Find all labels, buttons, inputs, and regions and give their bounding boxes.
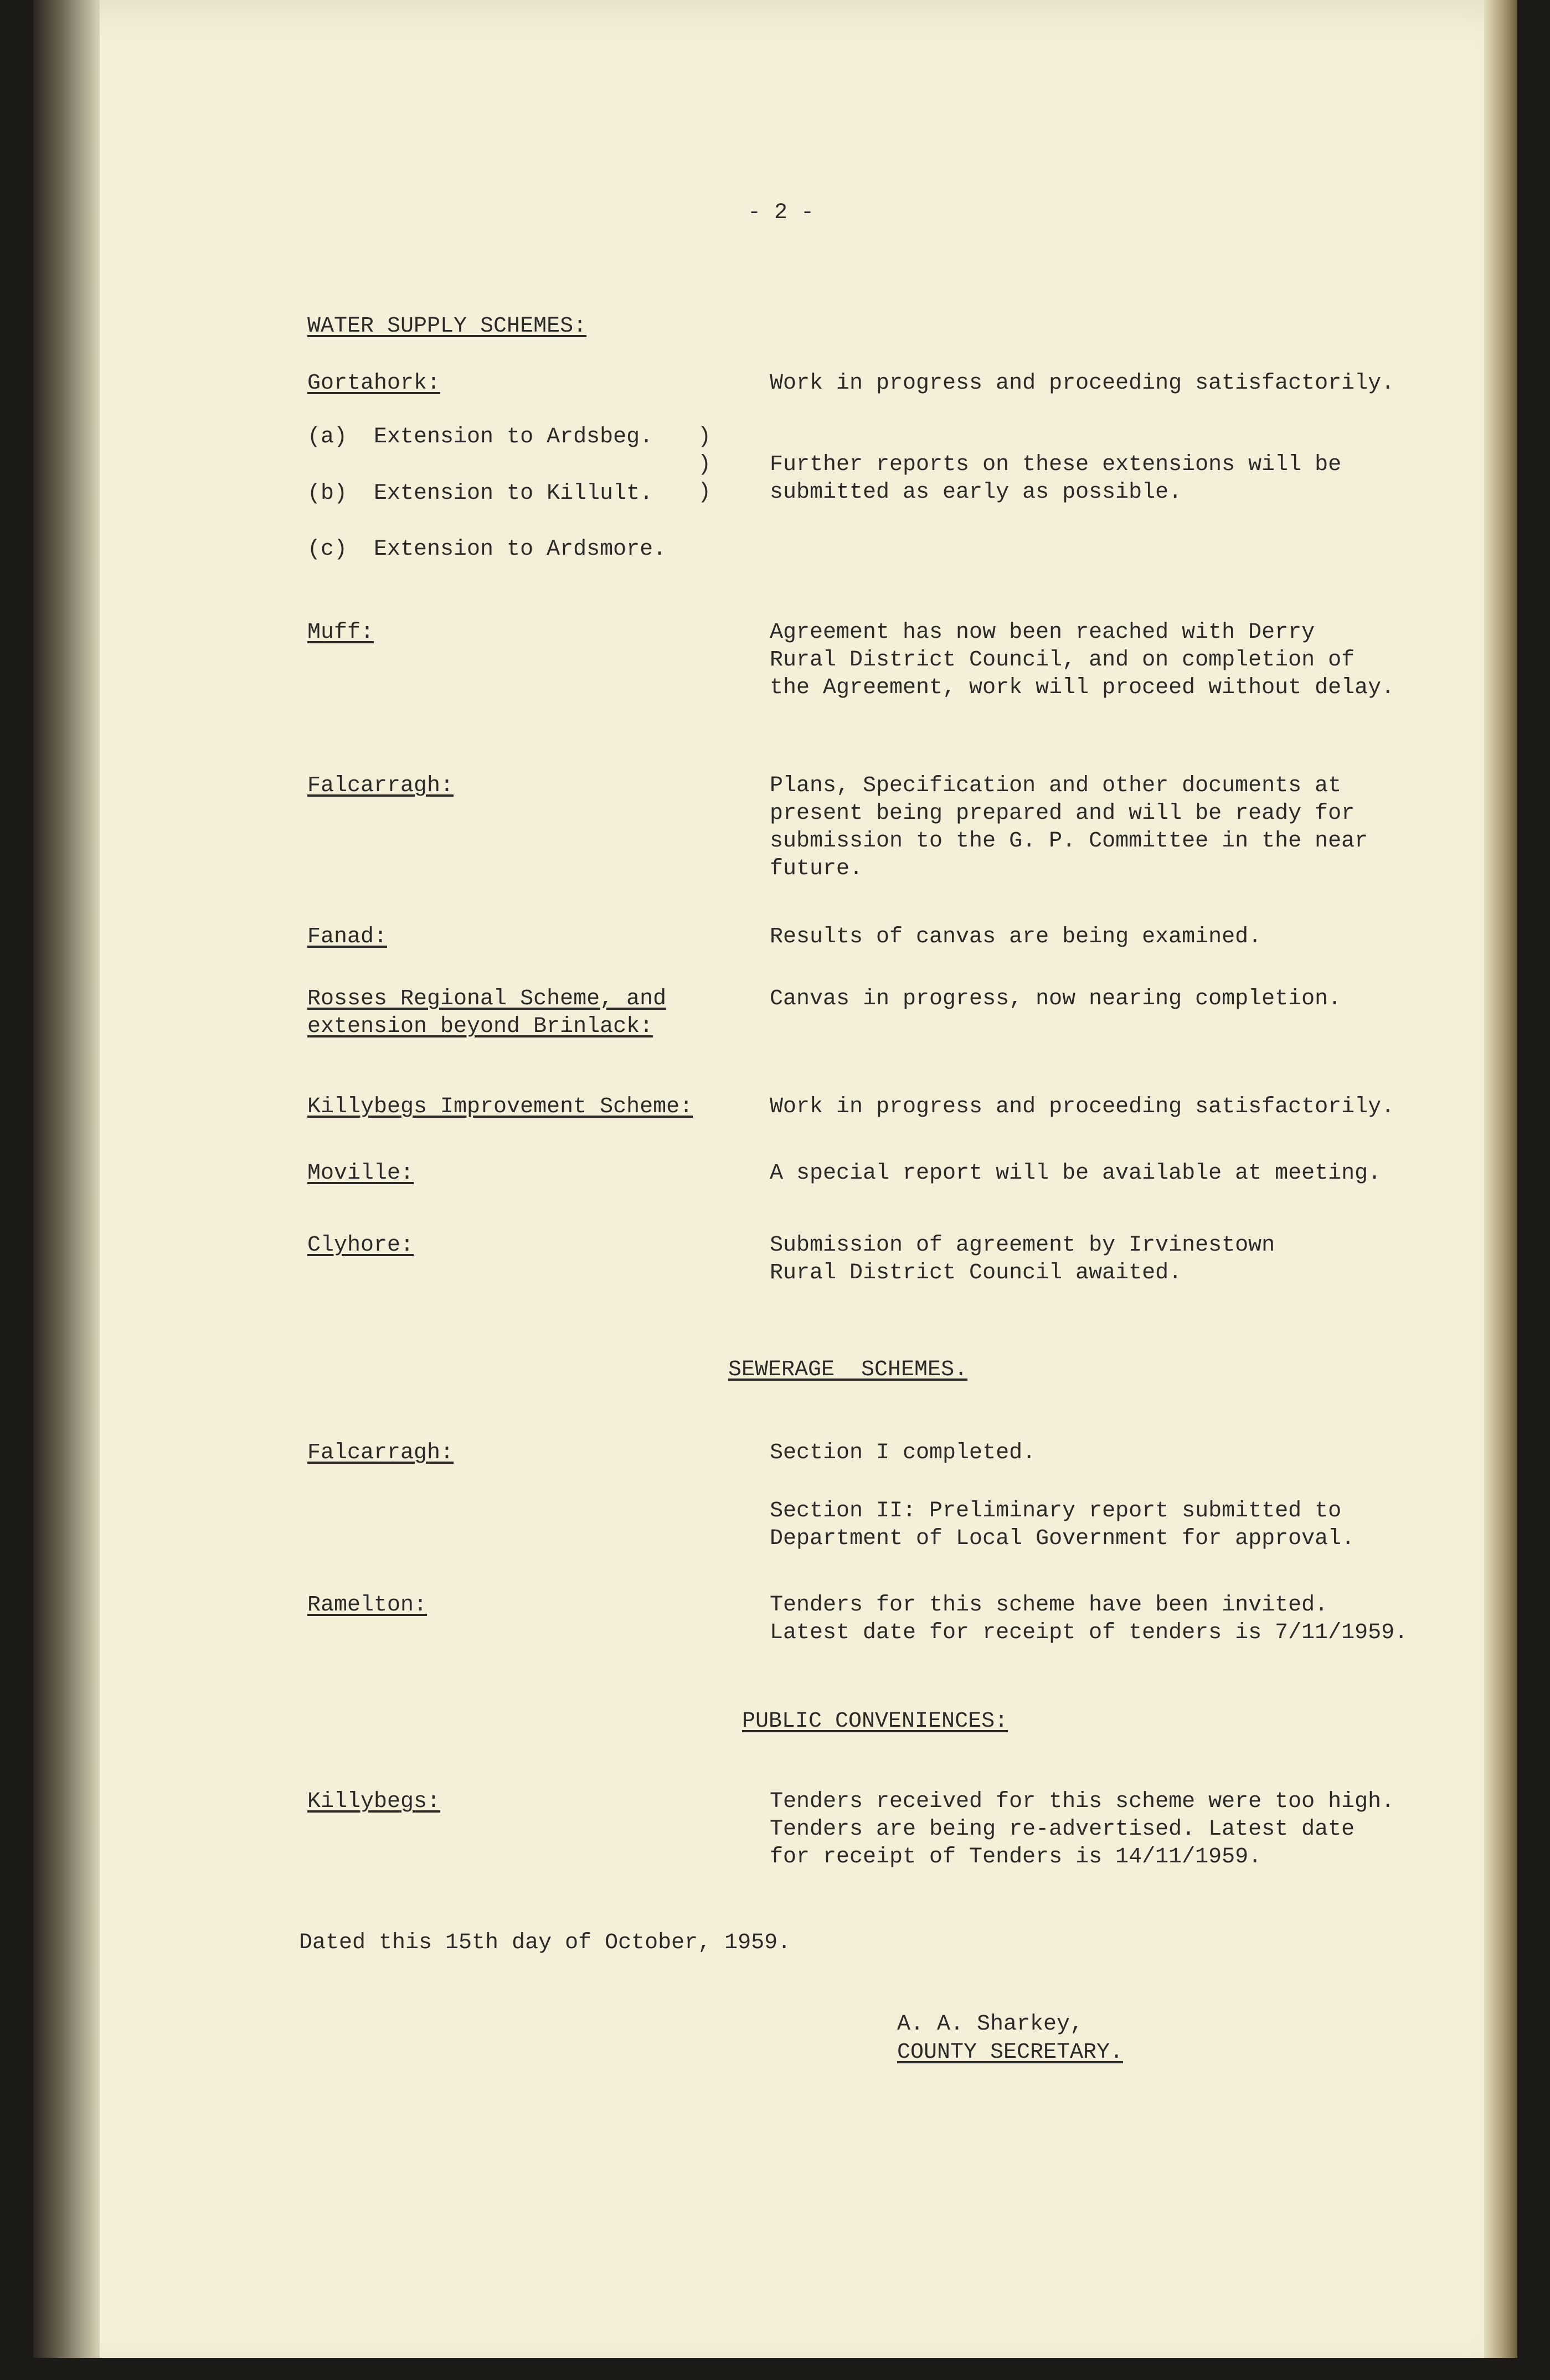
clyhore-label: Clyhore: (307, 1233, 414, 1258)
document-page (33, 0, 1517, 2380)
falcarragh-section-1: Section I completed. (770, 1441, 1036, 1465)
signature-name: A. A. Sharkey, (897, 2012, 1084, 2037)
gortahork-label: Gortahork: (307, 371, 441, 396)
killybegs-public-status: Tenders received for this scheme were too high. Tenders are being re-advertised. Latest date for receipt of Tenders is 14/11/1959. (770, 1789, 1395, 1870)
water-supply-heading: WATER SUPPLY SCHEMES: (307, 314, 587, 339)
killybegs-improvement-status: Work in progress and proceeding satisfactorily. (770, 1095, 1395, 1119)
page-right-edge (1484, 0, 1517, 2380)
extension-a: (a) Extension to Ardsbeg. (307, 425, 653, 450)
falcarragh-sewerage-label: Falcarragh: (307, 1441, 454, 1465)
extension-b: (b) Extension to Killult. (307, 481, 653, 506)
rosses-label: Rosses Regional Scheme, and extension beyond Brinlack: (307, 987, 667, 1039)
moville-status: A special report will be available at meeting. (770, 1161, 1382, 1186)
page-number: - 2 - (748, 200, 815, 225)
page-bottom-edge (0, 2358, 1550, 2380)
fanad-status: Results of canvas are being examined. (770, 925, 1262, 949)
fanad-label: Fanad: (307, 925, 388, 949)
killybegs-public-label: Killybegs: (307, 1789, 441, 1814)
extension-c: (c) Extension to Ardsmore. (307, 537, 667, 562)
gortahork-status: Work in progress and proceeding satisfactorily. (770, 371, 1395, 396)
muff-label: Muff: (307, 620, 374, 645)
signature-title: COUNTY SECRETARY. (897, 2040, 1124, 2065)
dated-line: Dated this 15th day of October, 1959. (299, 1930, 791, 1955)
rosses-status: Canvas in progress, now nearing completion. (770, 987, 1342, 1011)
sewerage-heading: SEWERAGE SCHEMES. (728, 1357, 968, 1382)
ramelton-label: Ramelton: (307, 1593, 428, 1618)
falcarragh-water-status: Plans, Specification and other documents at present being prepared and will be ready for submission to the G. P. Committee in the near future. (770, 773, 1368, 881)
falcarragh-section-2: Section II: Preliminary report submitted to Department of Local Government for approval. (770, 1499, 1355, 1551)
ramelton-status: Tenders for this scheme have been invited. Latest date for receipt of tenders is 7/11/1959. (770, 1593, 1408, 1645)
killybegs-improvement-label: Killybegs Improvement Scheme: (307, 1095, 693, 1119)
falcarragh-water-label: Falcarragh: (307, 773, 454, 798)
binding-edge (33, 0, 100, 2380)
muff-status: Agreement has now been reached with Derry Rural District Council, and on completion of the Agreement, work will proceed without delay. (770, 620, 1395, 700)
clyhore-status: Submission of agreement by Irvinestown Rural District Council awaited. (770, 1233, 1275, 1285)
extensions-note: Further reports on these extensions will be submitted as early as possible. (770, 452, 1342, 505)
moville-label: Moville: (307, 1161, 414, 1186)
extensions-bracket: ) ) ) (698, 425, 712, 505)
public-conveniences-heading: PUBLIC CONVENIENCES: (742, 1709, 1008, 1734)
